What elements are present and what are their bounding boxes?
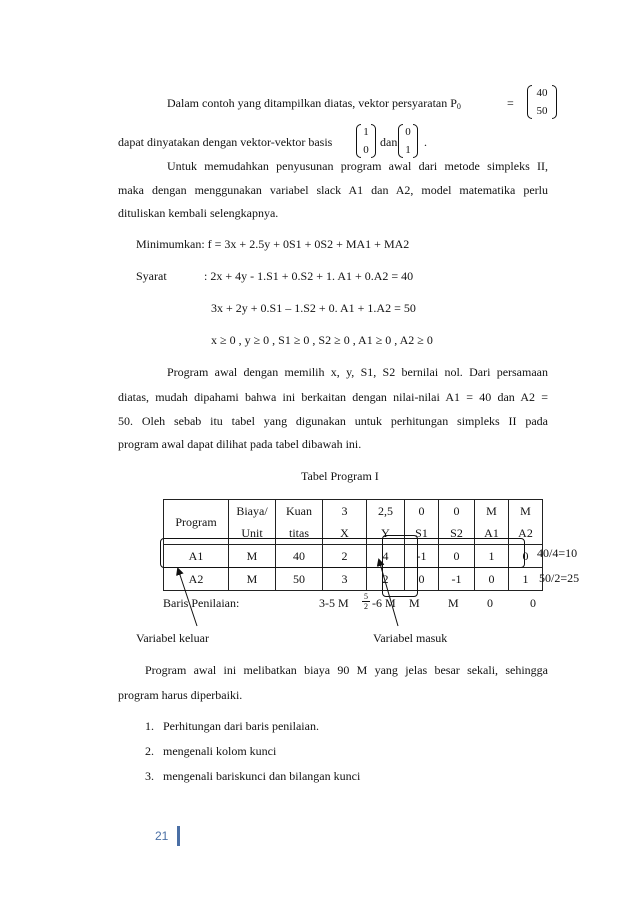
header-cell: Biaya/: [229, 500, 276, 523]
table-cell: 4: [367, 545, 405, 568]
arrow-variabel-keluar: [178, 569, 197, 626]
p1-dan: dan: [380, 135, 398, 149]
table-cell: 2: [367, 568, 405, 591]
list-item: 3. mengenali bariskunci dan bilangan kunci: [145, 769, 361, 783]
header-cell: titas: [276, 522, 323, 545]
basis-vector-2: 0 1: [398, 124, 418, 158]
table-cell: 2: [323, 545, 367, 568]
baris-value: 3-5 M: [319, 596, 349, 610]
header-cell: A1: [475, 522, 509, 545]
header-cell: M: [475, 500, 509, 523]
table-cell: 0: [475, 568, 509, 591]
p3-line4: program awal dapat dilihat pada tabel dibawah ini.: [118, 437, 362, 451]
objective-function: Minimumkan: f = 3x + 2.5y + 0S1 + 0S2 + MA1 + MA2: [136, 237, 410, 251]
row-name: A2: [164, 568, 229, 591]
header-cell: S1: [405, 522, 439, 545]
header-cell: 2,5: [367, 500, 405, 523]
list-item: 2. mengenali kolom kunci: [145, 744, 277, 758]
baris-value: 0: [530, 596, 536, 610]
p3-line2: diatas, mudah dipahami bahwa ini berkaitan dengan nilai-nilai A1 = 40 dan A2 =: [118, 390, 548, 404]
header-cell: X: [323, 522, 367, 545]
header-cell: Kuan: [276, 500, 323, 523]
header-cell: Y: [367, 522, 405, 545]
fraction: 5 2: [364, 592, 368, 612]
header-cell: S2: [439, 522, 475, 545]
constraint-3: x ≥ 0 , y ≥ 0 , S1 ≥ 0 , S2 ≥ 0 , A1 ≥ 0 , A2 ≥ 0: [211, 333, 433, 347]
p1-equals: =: [507, 96, 514, 110]
header-cell: 3: [323, 500, 367, 523]
table-cell: -1: [405, 545, 439, 568]
p1-period: .: [424, 135, 427, 149]
baris-value: 0: [487, 596, 493, 610]
table-cell: 0: [509, 545, 543, 568]
p4-line1: Program awal ini melibatkan biaya 90 M yang jelas besar sekali, sehingga: [145, 663, 548, 677]
header-cell: 0: [405, 500, 439, 523]
variabel-keluar-label: Variabel keluar: [136, 631, 209, 645]
header-cell: M: [509, 500, 543, 523]
variabel-masuk-label: Variabel masuk: [373, 631, 448, 645]
ratio-row-1: 40/4=10: [537, 546, 578, 560]
p0-vector: 40 50: [527, 85, 557, 119]
header-cell: Unit: [229, 522, 276, 545]
header-cell: 0: [439, 500, 475, 523]
table-cell: 1: [475, 545, 509, 568]
p4-line2: program harus diperbaiki.: [118, 688, 243, 702]
table-cell: M: [229, 545, 276, 568]
table-cell: 0: [405, 568, 439, 591]
program-header: Program: [164, 500, 229, 545]
header-cell: A2: [509, 522, 543, 545]
p2-line3: dituliskan kembali selengkapnya.: [118, 206, 279, 220]
constraint-2: 3x + 2y + 0.S1 – 1.S2 + 0. A1 + 1.A2 = 50: [211, 301, 416, 315]
table-cell: 3: [323, 568, 367, 591]
list-item: 1. Perhitungan dari baris penilaian.: [145, 719, 319, 733]
p3-line1: Program awal dengan memilih x, y, S1, S2 bernilai nol. Dari persamaan: [167, 365, 548, 379]
table-cell: -1: [439, 568, 475, 591]
arrow-variabel-masuk: [379, 560, 398, 626]
row-name: A1: [164, 545, 229, 568]
page-number-bar: [177, 826, 180, 846]
p1-line2: dapat dinyatakan dengan vektor-vektor basis: [118, 135, 333, 149]
baris-value: M: [409, 596, 420, 610]
baris-value: M: [448, 596, 459, 610]
p3-line3: 50. Oleh sebab itu tabel yang digunakan untuk perhitungan simpleks II pada: [118, 414, 548, 428]
table-cell: 50: [276, 568, 323, 591]
p2-line1: Untuk memudahkan penyusunan program awal dari metode simpleks II,: [167, 159, 548, 173]
table-caption: Tabel Program I: [301, 469, 379, 483]
table-cell: 40: [276, 545, 323, 568]
table-cell: 1: [509, 568, 543, 591]
table-cell: M: [229, 568, 276, 591]
p1-line1: Dalam contoh yang ditampilkan diatas, vektor persyaratan $P_0$: [167, 96, 461, 111]
table-cell: 0: [439, 545, 475, 568]
p2-line2: maka dengan menggunakan variabel slack A1 dan A2, model matematika perlu: [118, 183, 548, 197]
ratio-row-2: 50/2=25: [539, 571, 580, 585]
basis-vector-1: 1 0: [356, 124, 376, 158]
baris-penilaian-label: Baris Penilaian:: [163, 596, 240, 610]
constraint-1: : 2x + 4y - 1.S1 + 0.S2 + 1. A1 + 0.A2 = 40: [204, 269, 414, 283]
baris-value: -6 M: [372, 596, 396, 610]
page-number: 21: [155, 829, 169, 843]
syarat-label: Syarat: [136, 269, 167, 283]
